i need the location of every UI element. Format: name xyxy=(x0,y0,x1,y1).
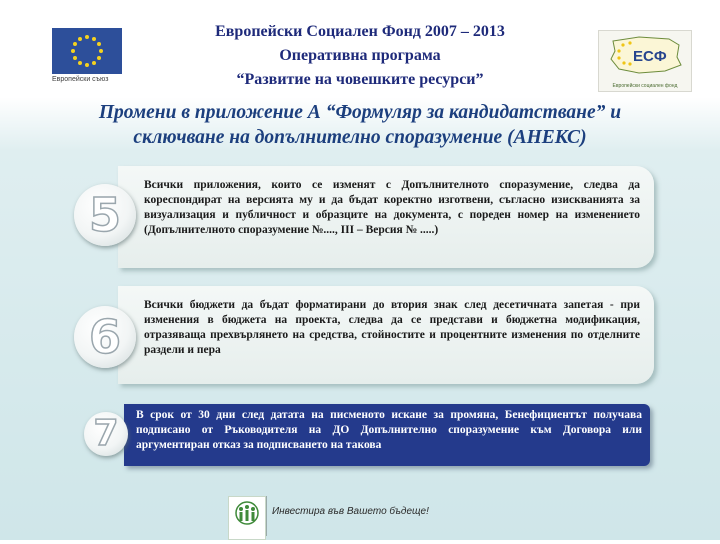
step-number-5: 5 xyxy=(88,188,121,242)
esf-logo xyxy=(598,30,692,92)
item-text-7: В срок от 30 дни след датата на писменото искане за промяна, Бенефициентът получава подписано от Ръководителя на ДО Допълнително споразумение към Договора или аргументиран отказ за подписването на такова xyxy=(136,409,642,451)
step-number-6-badge xyxy=(74,306,136,368)
esf-logo-text: ЕСФ xyxy=(633,48,667,65)
footer-divider xyxy=(266,496,267,536)
page-title-line-1: Промени в приложение А “Формуляр за кандидатстване” и xyxy=(98,102,622,123)
operational-program-logo xyxy=(228,496,266,540)
esf-logo-caption: Европейски социален фонд xyxy=(612,83,678,89)
program-type-line: Оперативна програма xyxy=(279,47,441,64)
step-number-5-badge xyxy=(74,184,136,246)
program-fund-line: Европейски Социален Фонд 2007 – 2013 xyxy=(215,23,505,40)
item-panel-7 xyxy=(124,404,650,466)
page-title xyxy=(0,100,720,150)
page-title-line-2: сключване на допълнително споразумение (АНЕКС) xyxy=(133,127,587,148)
eu-logo-caption: Европейски съюз xyxy=(52,76,109,83)
item-panel-5 xyxy=(118,166,654,268)
eu-logo xyxy=(52,28,122,86)
program-heading xyxy=(150,20,570,92)
eu-flag-icon xyxy=(52,28,122,74)
esf-map-icon xyxy=(599,31,691,81)
step-number-6: 6 xyxy=(88,310,121,364)
program-name-line: “Развитие на човешките ресурси” xyxy=(236,71,484,88)
item-text-6: Всички бюджети да бъдат форматирани до втория знак след десетичната запетая - при изменения в бюджета на проекта, следва да се представи и бюджетна модификация, отразяваща прехвърлянето на средства, стойностите и процентните изменения по отделните раздели и пера xyxy=(144,299,640,356)
footer-slogan: Инвестира във Вашето бъдеще! xyxy=(272,506,429,517)
step-number-7: 7 xyxy=(93,413,119,454)
step-number-7-badge xyxy=(84,412,128,456)
people-emblem-icon xyxy=(229,497,265,539)
header-bar xyxy=(0,0,720,98)
item-text-5: Всички приложения, които се изменят с Допълнителното споразумение, следва да кореспондират на версията му и да бъдат коректно изготвени, съгласно изискванията за визуализация и публичност и образците на документа, с пореден номер на изменението (Допълнителното споразумение №...., ІІІ – Версия № .....) xyxy=(144,179,640,236)
item-panel-6 xyxy=(118,286,654,384)
